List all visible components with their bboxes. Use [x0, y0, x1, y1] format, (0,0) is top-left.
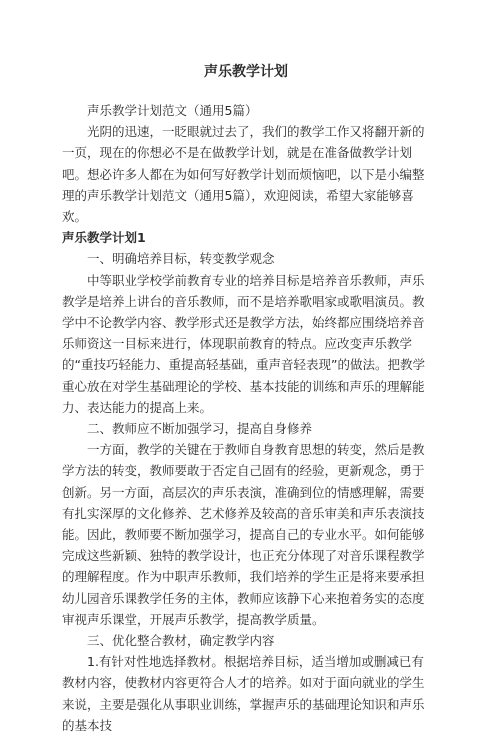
paragraph: 一、明确培养目标，转变教学观念: [87, 251, 275, 267]
paragraph: 一方面，教学的关键在于教师自身教育思想的转变，然后是教学方法的转变，教师要敢于否定自己固有的经验，更新观念，勇于创新。另一方面，高层次的声乐表演，准确到位的情感理解，需要有扎实深厚的文化修养、艺术修养及较高的音乐审美和声乐表演技能。因此，教师要不断加强学习，提高自己的专业水平。如何能够完成这些新颖、独特的教学设计，也正充分体现了对音乐课程教学的理解程度。作为中职声乐教师，我们培养的学生正是将来要承担幼儿园音乐课教学任务的主体，教师应该静下心来抱着务实的态度审视声乐课堂，开展声乐教学，提高教学质量。: [62, 442, 425, 627]
paragraph: 声乐教学计划范文（通用5篇）: [87, 103, 258, 118]
paragraph: 中等职业学校学前教育专业的培养目标是培养音乐教师，声乐教学是培养上讲台的音乐教师，而不是培养歌唱家或歌唱演员。教学中不论教学内容、教学形式还是教学方法，始终都应围绕培养音乐师资这一目标来进行，体现职前教育的特点。应改变声乐教学的“重技巧轻能力、重提高轻基础，重声音轻表现”的做法。把教学重心放在对学生基础理论的学校、基本技能的训练和声乐的理解能力、表达能力的提高上来。: [62, 272, 425, 415]
document-body: [62, 100, 430, 736]
paragraph: 二、教师应不断加强学习，提高自身修养: [87, 421, 313, 437]
document-title: 声乐教学计划: [204, 64, 288, 80]
paragraph: 光阴的迅速，一眨眼就过去了，我们的教学工作又将翻开新的一页，现在的你想必不是在做教学计划，就是在准备做教学计划吧。想必许多人都在为如何写好教学计划而烦恼吧，以下是小编整理的声乐教学计划范文（通用5篇），欢迎阅读，希望大家能够喜欢。: [62, 124, 425, 225]
section-heading: 声乐教学计划1: [62, 230, 146, 246]
paragraph: 1.有针对性地选择教材。根据培养目标，适当增加或删减已有教材内容，使教材内容更符合人才的培养。如对于面向就业的学生来说，主要是强化从事职业训练，掌握声乐的基础理论知识和声乐的基本技: [62, 654, 425, 733]
paragraph: 三、优化整合教材，确定教学内容: [87, 633, 275, 649]
